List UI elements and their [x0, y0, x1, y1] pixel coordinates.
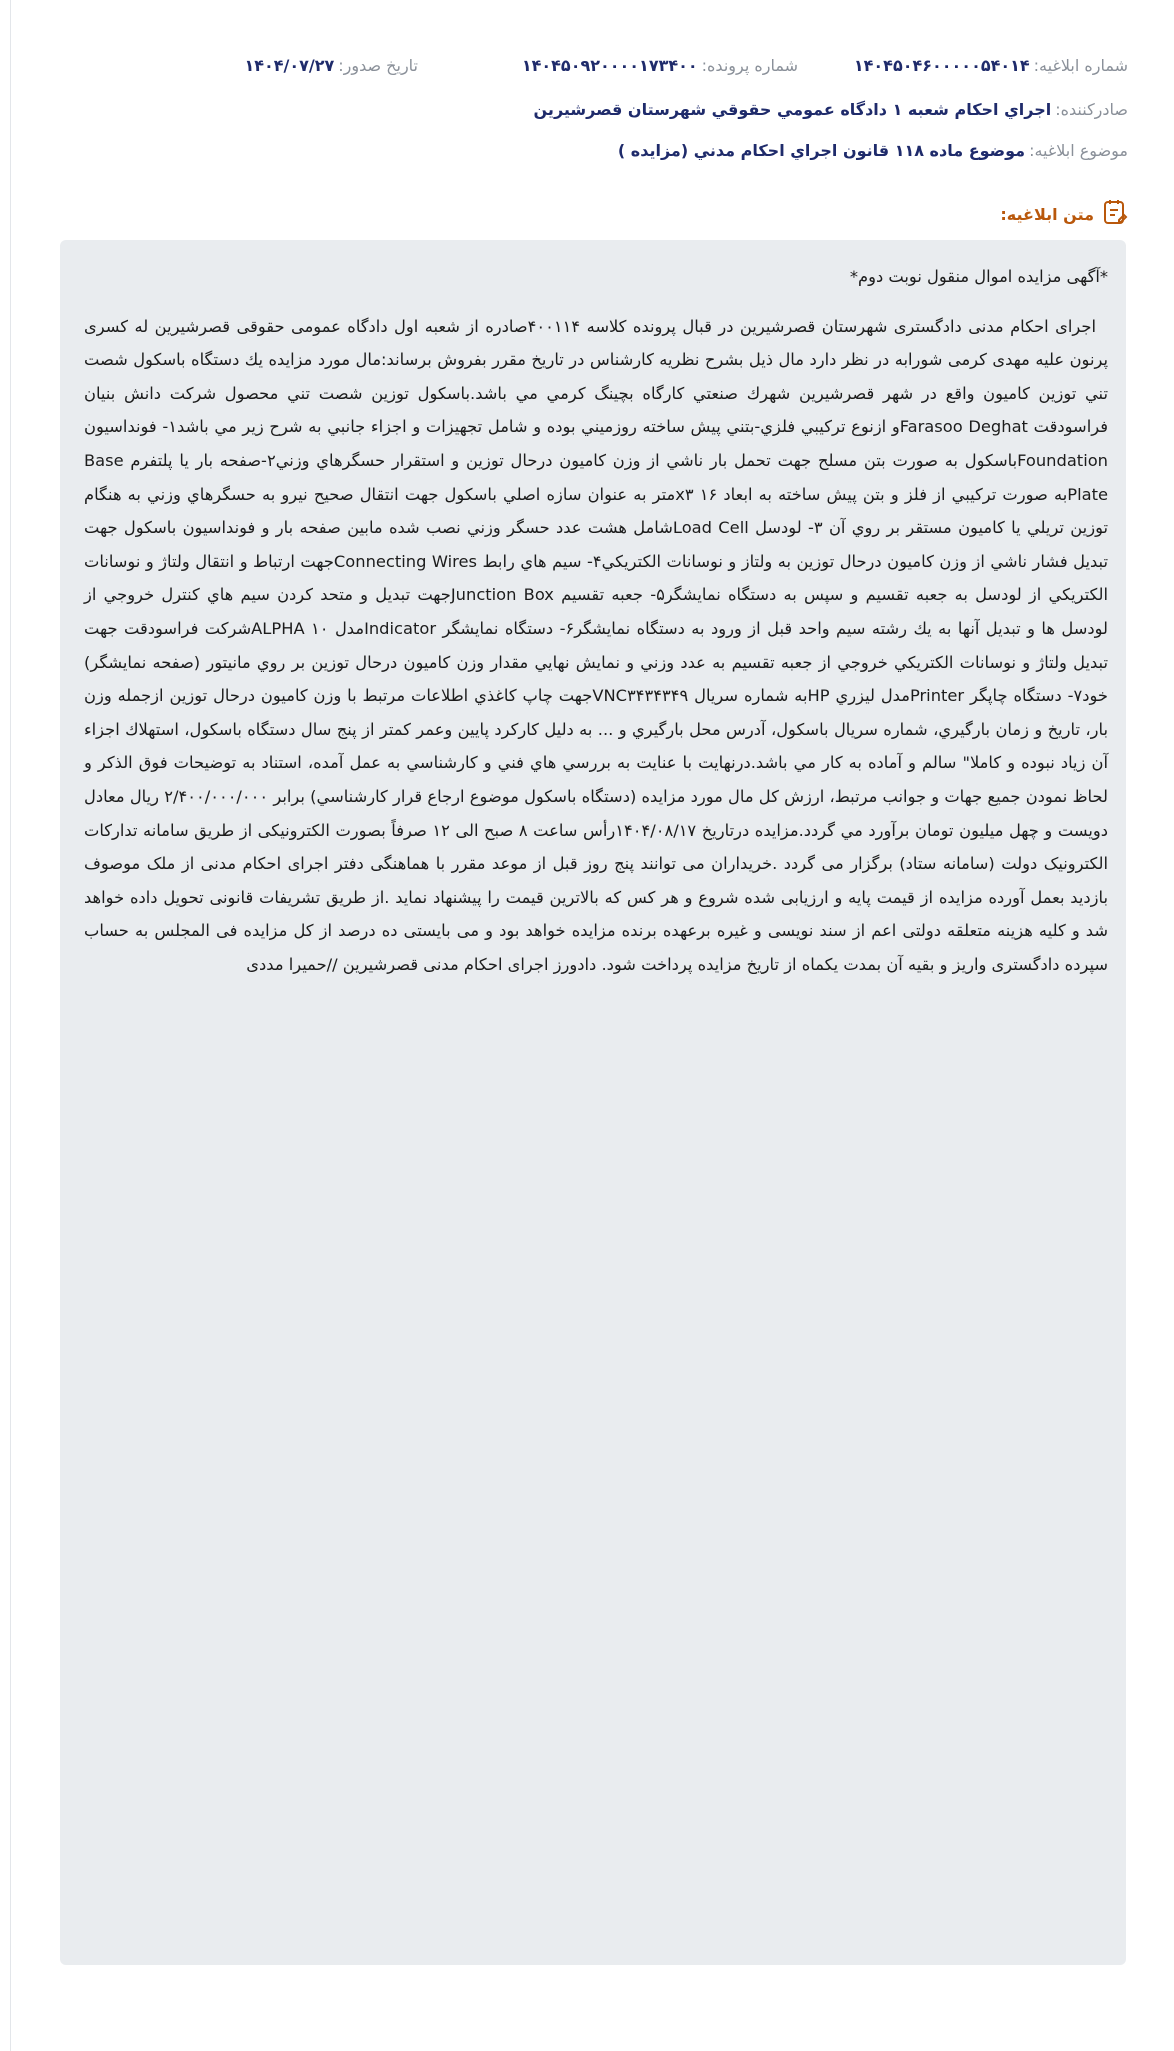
case-number-value: ۱۴۰۴۵۰۹۲۰۰۰۰۱۷۳۴۰۰ — [521, 56, 698, 75]
issue-date-value: ۱۴۰۴/۰۷/۲۷ — [244, 56, 335, 75]
notice-body: اجرای احکام مدنی دادگستری شهرستان قصرشیرین در قبال پرونده کلاسه ۴۰۰۱۱۴صادره از شعبه اول دادگاه عمومی حقوقی قصرشیرین له کسری پرنون علیه مهدی کرمی شورابه در نظر دارد مال ذیل بشرح نظریه کارشناس در تاریخ مقرر بفروش برساند:مال مورد مزایده یك دستگاه باسكول شصت تني توزين كاميون واقع در شهر قصرشیرین شهرك صنعتي كارگاه بچينگ كرمي مي باشد.باسكول توزين شصت تني محصول شركت دانش بنيان فراسودقت Farasoo Deghatو ازنوع تركيبي فلزي-بتني پيش ساخته روزميني بوده و شامل تجهيزات و اجزاء جانبي به شرح زير مي باشد۱- فونداسيون Foundationباسكول به صورت بتن مسلح جهت تحمل بار ناشي از وزن كاميون درحال توزين و استقرار حسگرهاي وزني۲-صفحه بار يا پلتفرم Base Plateبه صورت تركيبي از فلز و بتن پيش ساخته به ابعاد ۱۶ x۳متر به عنوان سازه اصلي باسكول جهت انتقال صحيح نيرو به حسگرهاي وزني به هنگام توزين تريلي يا كاميون مستقر بر روي آن ۳- لودسل Load Cellشامل هشت عدد حسگر وزني نصب شده مابين صفحه بار و فونداسيون باسكول جهت تبديل فشار ناشي از وزن كاميون درحال توزين به ولتاز و نوسانات الكتريكي۴- سيم هاي رابط Connecting Wiresجهت ارتباط و انتقال ولتاژ و نوسانات الكتريكي از لودسل به جعبه تقسيم و سپس به دستگاه نمايشگر۵- جعبه تقسيم Junction Boxجهت تبديل و متحد كردن سيم هاي كنترل خروجي از لودسل ها و تبديل آنها به يك رشته سيم واحد قبل از ورود به دستگاه نمايشگر۶- دستگاه نمايشگر Indicatorمدل ALPHA ۱۰شركت فراسودقت جهت تبديل ولتاژ و نوسانات الكتريكي خروجي از جعبه تقسيم به عدد وزني و نمايش نهايي مقدار وزن كاميون درحال توزين بر روي مانيتور (صفحه نمايشگر) خود۷- دستگاه چاپگر Printerمدل ليزري HPبه شماره سريال VNC۳۴۳۴۳۴۹جهت چاپ كاغذي اطلاعات مرتبط با وزن كاميون درحال توزين ازجمله وزن بار، تاريخ و زمان بارگيري، شماره سريال باسكول، آدرس محل بارگيري و ... به دليل كاركرد پايين وعمر كمتر از پنج سال دستگاه باسكول، استهلاك اجزاء آن زياد نبوده و كاملا" سالم و آماده به كار مي باشد.درنهايت با عنايت به بررسي هاي فني و كارشناسي به عمل آمده، استناد به توضيحات فوق الذكر و لحاظ نمودن جميع جهات و جوانب مرتبط، ارزش كل مال مورد مزايده (دستگاه باسكول موضوع ارجاع قرار كارشناسي) برابر ۲/۴۰۰/۰۰۰/۰۰۰ ريال معادل دويست و چهل ميليون تومان برآورد مي گردد.مزایده درتاریخ ۱۴۰۴/۰۸/۱۷رأس ساعت ۸ صبح الی ۱۲ صرفاً بصورت الکترونیکی از طریق سامانه تدارکات الکترونیک دولت (سامانه ستاد) برگزار می گردد .خریداران می توانند پنج روز قبل از موعد مقرر با هماهنگی دفتر اجرای احکام مدنی از ملک موصوف بازدید بعمل آورده مزایده از قیمت پایه و ارزیابی شده شروع و هر کس که بالاترین قیمت را پیشنهاد نماید .از طریق تشریفات قانونی تحویل داده خواهد شد و کلیه هزینه متعلقه دولتی اعم از سند نویسی و غیره برعهده برنده مزایده خواهد بود و می بایستی ده درصد از کل مزایده فی المجلس به حساب سپرده دادگستری واریز و بقیه آن بمدت یکماه از تاریخ مزایده پرداخت شود. دادورز اجرای احکام مدنی قصرشیرین //حمیرا مددی — [84, 316, 1109, 974]
issue-date — [244, 56, 418, 75]
notice-meta-row — [71, 56, 1128, 75]
case-number-label: شماره پرونده: — [701, 56, 798, 75]
section-title: متن ابلاغیه: — [1000, 204, 1094, 224]
case-number — [418, 56, 798, 75]
subject-label: موضوع ابلاغیه: — [1029, 141, 1128, 160]
notice-number — [798, 56, 1128, 75]
issuer-label: صادرکننده: — [1055, 100, 1128, 119]
notice-number-value: ۱۴۰۴۵۰۴۶۰۰۰۰۰۵۴۰۱۴ — [853, 56, 1030, 75]
subject-value: موضوع ماده ۱۱۸ قانون اجراي احکام مدني (مزايده ) — [617, 141, 1026, 160]
notice-text-section-title — [1000, 198, 1128, 230]
issuer-value: اجراي احکام شعبه ۱ دادگاه عمومي حقوقي شهرستان قصرشيرين — [533, 100, 1052, 119]
issuer-row — [534, 100, 1128, 119]
notice-text-box — [60, 240, 1126, 1965]
document-edit-icon — [1102, 198, 1128, 230]
notice-number-label: شماره ابلاغیه: — [1033, 56, 1128, 75]
subject-row — [618, 141, 1128, 160]
notice-heading: *آگهی مزایده اموال منقول نوبت دوم* — [849, 267, 1108, 286]
issue-date-label: تاریخ صدور: — [338, 56, 418, 75]
